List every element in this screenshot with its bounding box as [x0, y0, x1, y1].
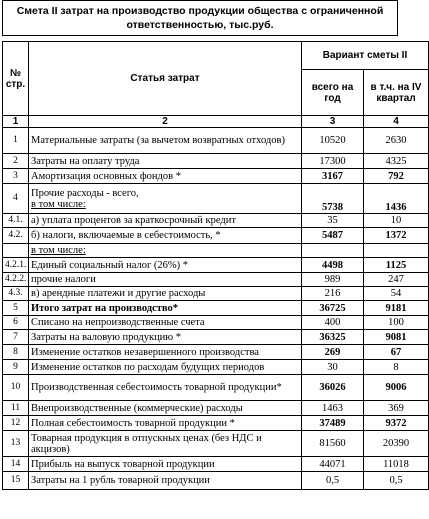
row-label: Изменение остатков по расходам будущих периодов [29, 360, 302, 375]
table-row [3, 416, 429, 431]
row-label: б) налоги, включаемые в себестоимость, * [29, 228, 302, 244]
table-row [3, 401, 429, 416]
row-year-value: 3167 [302, 169, 364, 184]
row-number: 4 [3, 184, 29, 214]
row-number: 1 [3, 128, 29, 154]
row-q4-value: 369 [364, 401, 429, 416]
header-total-year: всего на год [302, 70, 364, 116]
row-q4-value [364, 244, 429, 258]
row-year-value: 5487 [302, 228, 364, 244]
row-number [3, 244, 29, 258]
row-number: 7 [3, 330, 29, 345]
header-index-1: 1 [3, 116, 29, 128]
row-label: прочие налоги [29, 273, 302, 287]
table-row [3, 345, 429, 360]
row-label: в) арендные платежи и другие расходы [29, 287, 302, 301]
header-q4: в т.ч. на IV квартал [364, 70, 429, 116]
row-q4-value: 20390 [364, 431, 429, 457]
table-title: Смета II затрат на производство продукции общества с ограниченной ответственностью, тыс.руб. [2, 0, 398, 36]
row-q4-value: 9081 [364, 330, 429, 345]
header-index-3: 3 [302, 116, 364, 128]
row-label-line: Прочие расходы - всего, [31, 187, 139, 199]
row-number: 9 [3, 360, 29, 375]
table-row [3, 273, 429, 287]
table-row [3, 360, 429, 375]
row-label: а) уплата процентов за краткосрочный кредит [29, 214, 302, 228]
row-year-value: 81560 [302, 431, 364, 457]
table-row [3, 154, 429, 169]
row-number: 10 [3, 375, 29, 401]
row-year-value: 1463 [302, 401, 364, 416]
row-number: 14 [3, 457, 29, 472]
row-q4-value: 1125 [364, 258, 429, 273]
table-row [3, 472, 429, 490]
row-label: в том числе: [29, 244, 302, 258]
table-row [3, 214, 429, 228]
row-year-value: 5738 [302, 184, 364, 214]
row-label: Внепроизводственные (коммерческие) расходы [29, 401, 302, 416]
table-row [3, 301, 429, 316]
row-q4-value: 1436 [364, 184, 429, 214]
row-number: 2 [3, 154, 29, 169]
table-row [3, 431, 429, 457]
table-row [3, 287, 429, 301]
row-year-value: 35 [302, 214, 364, 228]
row-year-value: 269 [302, 345, 364, 360]
row-q4-value: 4325 [364, 154, 429, 169]
row-number: 13 [3, 431, 29, 457]
row-label: Списано на непроизводственные счета [29, 316, 302, 330]
row-q4-value: 2630 [364, 128, 429, 154]
row-year-value: 989 [302, 273, 364, 287]
table-row [3, 375, 429, 401]
table-row [3, 330, 429, 345]
row-label [29, 184, 302, 214]
row-label: Итого затрат на производство* [29, 301, 302, 316]
row-year-value: 4498 [302, 258, 364, 273]
header-variant: Вариант сметы II [302, 42, 429, 70]
table-row [3, 244, 429, 258]
cost-estimate-table [2, 41, 429, 490]
table-row [3, 228, 429, 244]
row-q4-value: 247 [364, 273, 429, 287]
table-row [3, 258, 429, 273]
row-q4-value: 100 [364, 316, 429, 330]
row-number: 12 [3, 416, 29, 431]
row-label: Материальные затраты (за вычетом возвратных отходов) [29, 128, 302, 154]
row-year-value: 10520 [302, 128, 364, 154]
row-label: Изменение остатков незавершенного производства [29, 345, 302, 360]
row-q4-value: 9181 [364, 301, 429, 316]
row-year-value: 36725 [302, 301, 364, 316]
row-number: 4.3. [3, 287, 29, 301]
header-index-2: 2 [29, 116, 302, 128]
header-article: Статья затрат [29, 42, 302, 116]
row-year-value: 37489 [302, 416, 364, 431]
row-year-value: 36026 [302, 375, 364, 401]
row-number: 5 [3, 301, 29, 316]
row-q4-value: 11018 [364, 457, 429, 472]
row-number: 4.2. [3, 228, 29, 244]
row-q4-value: 1372 [364, 228, 429, 244]
row-year-value: 400 [302, 316, 364, 330]
row-year-value: 17300 [302, 154, 364, 169]
row-q4-value: 792 [364, 169, 429, 184]
row-year-value [302, 244, 364, 258]
row-label-line: в том числе: [31, 198, 86, 210]
row-label: Прибыль на выпуск товарной продукции [29, 457, 302, 472]
row-label: Затраты на валовую продукцию * [29, 330, 302, 345]
table-row [3, 169, 429, 184]
row-q4-value: 10 [364, 214, 429, 228]
row-label: Единый социальный налог (26%) * [29, 258, 302, 273]
row-number: 8 [3, 345, 29, 360]
row-q4-value: 0,5 [364, 472, 429, 490]
row-label: Амортизация основных фондов * [29, 169, 302, 184]
row-q4-value: 9006 [364, 375, 429, 401]
table-row [3, 184, 429, 214]
row-q4-value: 8 [364, 360, 429, 375]
row-year-value: 216 [302, 287, 364, 301]
row-number: 4.2.1. [3, 258, 29, 273]
header-index-4: 4 [364, 116, 429, 128]
row-q4-value: 9372 [364, 416, 429, 431]
row-number: 6 [3, 316, 29, 330]
row-year-value: 36325 [302, 330, 364, 345]
table-row [3, 128, 429, 154]
row-year-value: 44071 [302, 457, 364, 472]
row-label: Производственная себестоимость товарной продукции* [29, 375, 302, 401]
row-number: 4.2.2. [3, 273, 29, 287]
row-label: Полная себестоимость товарной продукции * [29, 416, 302, 431]
row-label: Затраты на 1 рубль товарной продукции [29, 472, 302, 490]
row-number: 15 [3, 472, 29, 490]
row-number: 4.1. [3, 214, 29, 228]
row-number: 11 [3, 401, 29, 416]
row-q4-value: 67 [364, 345, 429, 360]
row-label: Товарная продукция в отпускных ценах (без НДС и акцизов) [29, 431, 302, 457]
row-year-value: 30 [302, 360, 364, 375]
row-year-value: 0,5 [302, 472, 364, 490]
row-label: Затраты на оплату труда [29, 154, 302, 169]
row-number: 3 [3, 169, 29, 184]
table-row [3, 457, 429, 472]
header-row-number: № стр. [3, 42, 29, 116]
row-q4-value: 54 [364, 287, 429, 301]
table-row [3, 316, 429, 330]
